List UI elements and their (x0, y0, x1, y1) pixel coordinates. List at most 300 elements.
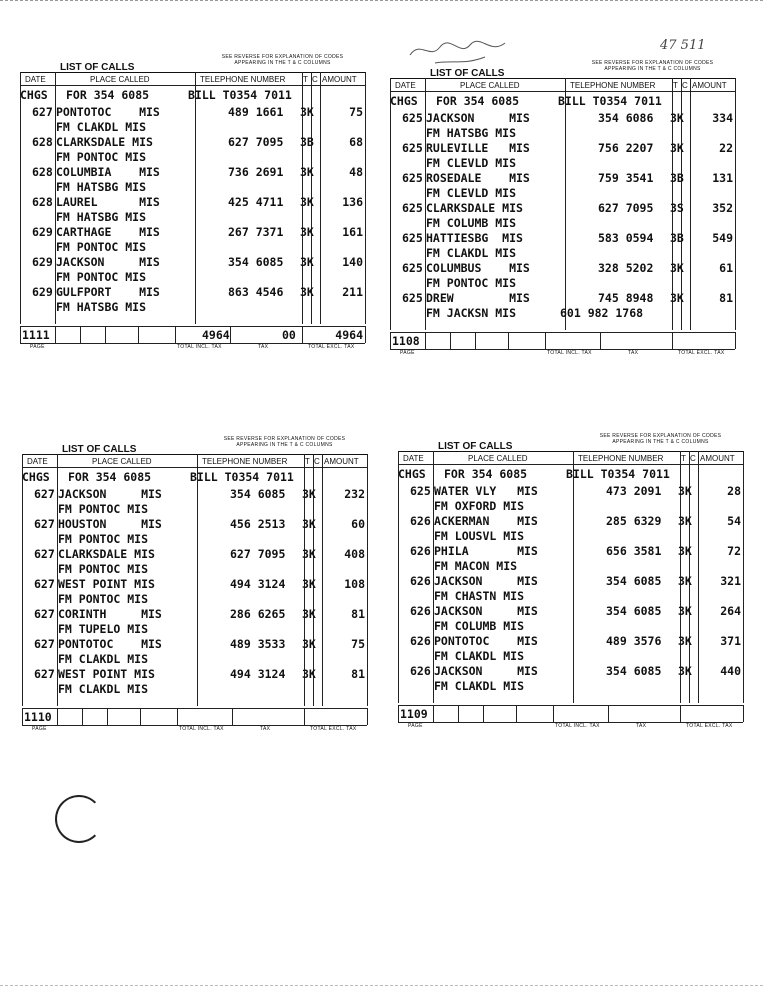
call-from: FM CLAKDL MIS (434, 649, 525, 663)
codes-note-line: SEE REVERSE FOR EXPLANATION OF CODES (223, 436, 346, 442)
call-from: FM CLAKDL MIS (58, 682, 149, 696)
call-amount: 440 (720, 664, 741, 678)
call-from: FM MACON MIS (434, 559, 518, 573)
header-rule (20, 85, 365, 86)
call-amount: 161 (342, 225, 363, 239)
call-row (390, 141, 735, 156)
call-tc-code: 3B (670, 231, 684, 245)
call-place: PHILA MIS (434, 544, 538, 558)
call-date: 625 (402, 171, 423, 185)
charges-for: FOR 354 6085 (66, 88, 150, 102)
call-date: 628 (32, 165, 53, 179)
call-row (390, 231, 735, 246)
column-header (398, 451, 743, 465)
total-incl-tax-label: TOTAL INCL. TAX (555, 723, 600, 729)
call-list-sheet (22, 436, 367, 734)
call-place: PONTOTOC MIS (58, 637, 162, 651)
call-row (398, 484, 743, 499)
call-tc-code: 3K (670, 291, 684, 305)
call-date: 626 (410, 604, 431, 618)
col-place-header: PLACE CALLED (468, 454, 528, 463)
col-place-header: PLACE CALLED (460, 81, 520, 90)
charges-row (22, 470, 367, 485)
call-tc-code: 3K (670, 141, 684, 155)
call-from: FM COLUMB MIS (426, 216, 517, 230)
footer-cell-rule (743, 705, 744, 722)
call-row (390, 111, 735, 126)
call-row (22, 517, 367, 532)
call-amount: 61 (719, 261, 733, 275)
list-title: LIST OF CALLS (438, 441, 513, 452)
tax-label: TAX (636, 723, 647, 729)
header-rule (22, 467, 367, 468)
call-amount: 54 (727, 514, 741, 528)
call-telephone: 656 3581 (606, 544, 662, 558)
call-tc-code: 3S (670, 201, 684, 215)
column-rule (743, 451, 744, 703)
call-amount: 140 (342, 255, 363, 269)
call-from: FM CLAKDL MIS (426, 246, 517, 260)
call-place: RULEVILLE MIS (426, 141, 530, 155)
call-amount: 232 (344, 487, 365, 501)
call-tc-code: 3K (678, 604, 692, 618)
call-place: CORINTH MIS (58, 607, 162, 621)
total-incl-tax-label: TOTAL INCL. TAX (179, 726, 224, 732)
call-telephone: 489 3576 (606, 634, 662, 648)
call-row (390, 171, 735, 186)
call-place: WEST POINT MIS (58, 577, 155, 591)
charges-bill: BILL T0354 7011 (188, 88, 292, 102)
call-row (20, 195, 365, 210)
page-label: PAGE (30, 344, 45, 350)
col-amount-header: AMOUNT (692, 81, 727, 90)
call-amount: 72 (727, 544, 741, 558)
call-telephone: 354 6085 (606, 664, 662, 678)
list-title: LIST OF CALLS (62, 444, 137, 455)
call-place: CARTHAGE MIS (56, 225, 160, 239)
call-tc-code: 3K (678, 634, 692, 648)
call-from: FM PONTOC MIS (58, 592, 149, 606)
call-tc-code: 3K (300, 285, 314, 299)
call-tc-code: 3K (678, 484, 692, 498)
call-telephone: 267 7371 (228, 225, 284, 239)
call-amount: 75 (349, 105, 363, 119)
charges-bill: BILL T0354 7011 (190, 470, 294, 484)
call-tc-code: 3K (302, 667, 316, 681)
call-telephone: 473 2091 (606, 484, 662, 498)
call-row (398, 574, 743, 589)
call-tc-code: 3K (678, 664, 692, 678)
total-incl-tax-label: TOTAL INCL. TAX (177, 344, 222, 350)
call-from: FM CLAKDL MIS (58, 652, 149, 666)
tax-value: 00 (282, 328, 296, 342)
col-t-header: T (681, 454, 686, 463)
call-telephone: 627 7095 (230, 547, 286, 561)
call-place: JACKSON MIS (434, 604, 538, 618)
call-telephone: 759 3541 (598, 171, 654, 185)
footer-cell-rule (367, 708, 368, 725)
col-amount-header: AMOUNT (324, 457, 359, 466)
col-c-header: C (314, 457, 320, 466)
col-date-header: DATE (403, 454, 424, 463)
call-date: 625 (402, 141, 423, 155)
codes-note-line: SEE REVERSE FOR EXPLANATION OF CODES (221, 54, 344, 60)
charges-label: CHGS (20, 88, 48, 102)
charges-row (20, 88, 365, 103)
total-excl-tax-label: TOTAL EXCL. TAX (678, 350, 725, 356)
total-incl-tax-label: TOTAL INCL. TAX (547, 350, 592, 356)
call-place: JACKSON MIS (434, 574, 538, 588)
call-tc-code: 3K (678, 574, 692, 588)
call-from: FM COLUMB MIS (434, 619, 525, 633)
call-amount: 108 (344, 577, 365, 591)
call-from: FM CHASTN MIS (434, 589, 525, 603)
call-date: 626 (410, 574, 431, 588)
call-date: 627 (34, 487, 55, 501)
call-from: FM PONTOC MIS (56, 270, 147, 284)
call-date: 626 (410, 514, 431, 528)
call-date: 627 (34, 607, 55, 621)
call-telephone: 489 3533 (230, 637, 286, 651)
call-row (22, 547, 367, 562)
call-place: GULFPORT MIS (56, 285, 160, 299)
call-date: 627 (34, 637, 55, 651)
call-date: 625 (402, 231, 423, 245)
call-tc-code: 3B (670, 171, 684, 185)
page-label: PAGE (400, 350, 415, 356)
footer-values (20, 328, 365, 342)
call-date: 627 (34, 547, 55, 561)
call-place: LAUREL MIS (56, 195, 160, 209)
footer-values (398, 707, 743, 721)
call-from: FM TUPELO MIS (58, 622, 149, 636)
col-date-header: DATE (27, 457, 48, 466)
call-from: FM PONTOC MIS (58, 532, 149, 546)
call-date: 627 (34, 577, 55, 591)
call-telephone: 494 3124 (230, 667, 286, 681)
footer-values (390, 334, 735, 348)
footer-rule-top (398, 705, 743, 706)
call-from: FM LOUSVL MIS (434, 529, 525, 543)
call-tc-code: 3K (302, 547, 316, 561)
call-from: FM HATSBG MIS (56, 300, 147, 314)
call-tc-code: 3K (302, 607, 316, 621)
col-place-header: PLACE CALLED (90, 75, 150, 84)
codes-note-line: SEE REVERSE FOR EXPLANATION OF CODES (591, 60, 714, 66)
charges-for: FOR 354 6085 (68, 470, 152, 484)
call-date: 629 (32, 225, 53, 239)
header-rule (390, 91, 735, 92)
call-telephone: 286 6265 (230, 607, 286, 621)
call-row (20, 285, 365, 300)
call-amount: 408 (344, 547, 365, 561)
total-excl-tax-value: 4964 (335, 328, 363, 342)
call-date: 625 (410, 484, 431, 498)
call-date: 628 (32, 195, 53, 209)
handwritten-signature-image (405, 35, 525, 70)
col-t-header: T (303, 75, 308, 84)
call-tc-code: 3K (300, 105, 314, 119)
col-t-header: T (305, 457, 310, 466)
footer-cell-rule (365, 326, 366, 343)
call-amount: 264 (720, 604, 741, 618)
col-date-header: DATE (25, 75, 46, 84)
call-amount: 131 (712, 171, 733, 185)
call-from: FM PONTOC MIS (56, 150, 147, 164)
call-date: 629 (32, 285, 53, 299)
total-excl-tax-label: TOTAL EXCL. TAX (686, 723, 733, 729)
codes-note-line: SEE REVERSE FOR EXPLANATION OF CODES (599, 433, 722, 439)
call-from: FM PONTOC MIS (56, 240, 147, 254)
call-date: 628 (32, 135, 53, 149)
call-place: COLUMBIA MIS (56, 165, 160, 179)
call-from: FM CLEVLD MIS (426, 156, 517, 170)
call-from: FM PONTOC MIS (58, 502, 149, 516)
call-date: 626 (410, 544, 431, 558)
call-from: FM HATSBG MIS (426, 126, 517, 140)
call-place: JACKSON MIS (434, 664, 538, 678)
charges-label: CHGS (22, 470, 50, 484)
charges-for: FOR 354 6085 (436, 94, 520, 108)
col-telephone-header: TELEPHONE NUMBER (202, 457, 288, 466)
call-row (390, 201, 735, 216)
charges-row (398, 467, 743, 482)
call-tc-code: 3K (300, 225, 314, 239)
handwriting-number: 47 511 (660, 38, 706, 53)
call-row (20, 225, 365, 240)
col-place-header: PLACE CALLED (92, 457, 152, 466)
col-amount-header: AMOUNT (322, 75, 357, 84)
call-tc-code: 3B (300, 135, 314, 149)
call-from: FM CLAKDL MIS (434, 679, 525, 693)
codes-note-line: APPEARING IN THE T & C COLUMNS (604, 66, 701, 72)
call-tc-code: 3K (300, 165, 314, 179)
call-amount: 75 (351, 637, 365, 651)
codes-note-line: APPEARING IN THE T & C COLUMNS (234, 60, 331, 66)
call-row (20, 105, 365, 120)
call-place: HATTIESBG MIS (426, 231, 523, 245)
column-rule (735, 78, 736, 330)
call-row (20, 255, 365, 270)
call-amount: 352 (712, 201, 733, 215)
codes-note-line: APPEARING IN THE T & C COLUMNS (236, 442, 333, 448)
codes-note (202, 436, 367, 448)
call-date: 625 (402, 201, 423, 215)
call-from: FM HATSBG MIS (56, 180, 147, 194)
call-amount: 334 (712, 111, 733, 125)
charges-bill: BILL T0354 7011 (558, 94, 662, 108)
call-date: 625 (402, 261, 423, 275)
call-row (398, 544, 743, 559)
total-excl-tax-label: TOTAL EXCL. TAX (310, 726, 357, 732)
call-telephone: 756 2207 (598, 141, 654, 155)
page-number: 1108 (392, 334, 420, 348)
call-date: 625 (402, 291, 423, 305)
charges-row (390, 94, 735, 109)
call-tc-code: 3K (670, 261, 684, 275)
call-place: WATER VLY MIS (434, 484, 538, 498)
page-number: 1109 (400, 707, 428, 721)
call-place: JACKSON MIS (56, 255, 160, 269)
footer-rule-top (20, 326, 365, 327)
codes-note (570, 60, 735, 72)
call-row (22, 607, 367, 622)
call-tc-code: 3K (302, 487, 316, 501)
call-from: FM CLEVLD MIS (426, 186, 517, 200)
call-amount: 81 (351, 667, 365, 681)
footer-rule-top (22, 708, 367, 709)
call-from: FM PONTOC MIS (58, 562, 149, 576)
call-amount: 81 (719, 291, 733, 305)
charges-bill: BILL T0354 7011 (566, 467, 670, 481)
call-amount: 321 (720, 574, 741, 588)
call-telephone: 494 3124 (230, 577, 286, 591)
codes-note (200, 54, 365, 66)
call-date: 627 (34, 667, 55, 681)
call-telephone: 456 2513 (230, 517, 286, 531)
total-incl-tax-value: 4964 (202, 328, 230, 342)
call-extra-number: 601 982 1768 (560, 306, 644, 320)
column-rule (365, 72, 366, 324)
call-date: 627 (32, 105, 53, 119)
call-amount: 136 (342, 195, 363, 209)
col-amount-header: AMOUNT (700, 454, 735, 463)
call-row (20, 165, 365, 180)
call-date: 626 (410, 664, 431, 678)
call-place: ACKERMAN MIS (434, 514, 538, 528)
call-row (22, 667, 367, 682)
col-c-header: C (690, 454, 696, 463)
call-row (398, 604, 743, 619)
call-telephone: 354 6085 (606, 574, 662, 588)
col-telephone-header: TELEPHONE NUMBER (570, 81, 656, 90)
call-amount: 48 (349, 165, 363, 179)
list-title: LIST OF CALLS (430, 68, 505, 79)
col-telephone-header: TELEPHONE NUMBER (578, 454, 664, 463)
call-place: DREW MIS (426, 291, 530, 305)
call-tc-code: 3K (300, 195, 314, 209)
call-date: 629 (32, 255, 53, 269)
call-date: 625 (402, 111, 423, 125)
call-amount: 549 (712, 231, 733, 245)
footer-values (22, 710, 367, 724)
call-telephone: 583 0594 (598, 231, 654, 245)
header-rule (398, 464, 743, 465)
call-amount: 211 (342, 285, 363, 299)
call-tc-code: 3K (302, 577, 316, 591)
column-header (22, 454, 367, 468)
total-excl-tax-label: TOTAL EXCL. TAX (308, 344, 355, 350)
column-rule (367, 454, 368, 706)
call-telephone: 627 7095 (228, 135, 284, 149)
top-edge-line (0, 0, 763, 1)
codes-note-line: APPEARING IN THE T & C COLUMNS (612, 439, 709, 445)
page-label: PAGE (32, 726, 47, 732)
col-telephone-header: TELEPHONE NUMBER (200, 75, 286, 84)
charges-for: FOR 354 6085 (444, 467, 528, 481)
call-place: ROSEDALE MIS (426, 171, 530, 185)
call-place: CLARKSDALE MIS (58, 547, 155, 561)
call-telephone: 354 6085 (230, 487, 286, 501)
col-date-header: DATE (395, 81, 416, 90)
tax-label: TAX (258, 344, 269, 350)
call-place: PONTOTOC MIS (56, 105, 160, 119)
call-tc-code: 3K (670, 111, 684, 125)
call-telephone: 354 6086 (598, 111, 654, 125)
call-place: JACKSON MIS (58, 487, 162, 501)
tax-label: TAX (260, 726, 271, 732)
call-place: WEST POINT MIS (58, 667, 155, 681)
call-row (390, 291, 735, 306)
tax-label: TAX (628, 350, 639, 356)
call-row (390, 261, 735, 276)
column-header (390, 78, 735, 92)
call-row (22, 487, 367, 502)
call-place: CLARKSDALE MIS (426, 201, 523, 215)
call-row (398, 514, 743, 529)
call-telephone: 736 2691 (228, 165, 284, 179)
call-place: COLUMBUS MIS (426, 261, 530, 275)
call-list-sheet (20, 54, 365, 352)
page-number: 1110 (24, 710, 52, 724)
call-amount: 68 (349, 135, 363, 149)
page-label: PAGE (408, 723, 423, 729)
call-from: FM HATSBG MIS (56, 210, 147, 224)
charges-label: CHGS (390, 94, 418, 108)
call-telephone: 354 6085 (228, 255, 284, 269)
col-c-header: C (312, 75, 318, 84)
call-amount: 28 (727, 484, 741, 498)
call-telephone: 425 4711 (228, 195, 284, 209)
call-date: 627 (34, 517, 55, 531)
call-tc-code: 3K (300, 255, 314, 269)
call-from: FM JACKSN MIS (426, 306, 517, 320)
c-mark-scribble (55, 795, 103, 843)
column-header (20, 72, 365, 86)
page-number: 1111 (22, 328, 50, 342)
call-telephone: 745 8948 (598, 291, 654, 305)
call-place: HOUSTON MIS (58, 517, 162, 531)
call-row (398, 634, 743, 649)
call-row (398, 664, 743, 679)
call-telephone: 354 6085 (606, 604, 662, 618)
call-row (22, 637, 367, 652)
col-t-header: T (673, 81, 678, 90)
call-tc-code: 3K (678, 514, 692, 528)
call-tc-code: 3K (678, 544, 692, 558)
call-telephone: 863 4546 (228, 285, 284, 299)
call-telephone: 489 1661 (228, 105, 284, 119)
bottom-edge-line (0, 985, 763, 986)
col-c-header: C (682, 81, 688, 90)
call-telephone: 627 7095 (598, 201, 654, 215)
call-place: PONTOTOC MIS (434, 634, 538, 648)
call-from: FM PONTOC MIS (426, 276, 517, 290)
codes-note (578, 433, 743, 445)
call-row (22, 577, 367, 592)
call-row (20, 135, 365, 150)
call-telephone: 285 6329 (606, 514, 662, 528)
call-from: FM CLAKDL MIS (56, 120, 147, 134)
call-list-sheet (390, 60, 735, 358)
call-date: 626 (410, 634, 431, 648)
call-telephone: 328 5202 (598, 261, 654, 275)
call-tc-code: 3K (302, 517, 316, 531)
call-amount: 60 (351, 517, 365, 531)
footer-cell-rule (735, 332, 736, 349)
call-tc-code: 3K (302, 637, 316, 651)
call-from: FM OXFORD MIS (434, 499, 525, 513)
